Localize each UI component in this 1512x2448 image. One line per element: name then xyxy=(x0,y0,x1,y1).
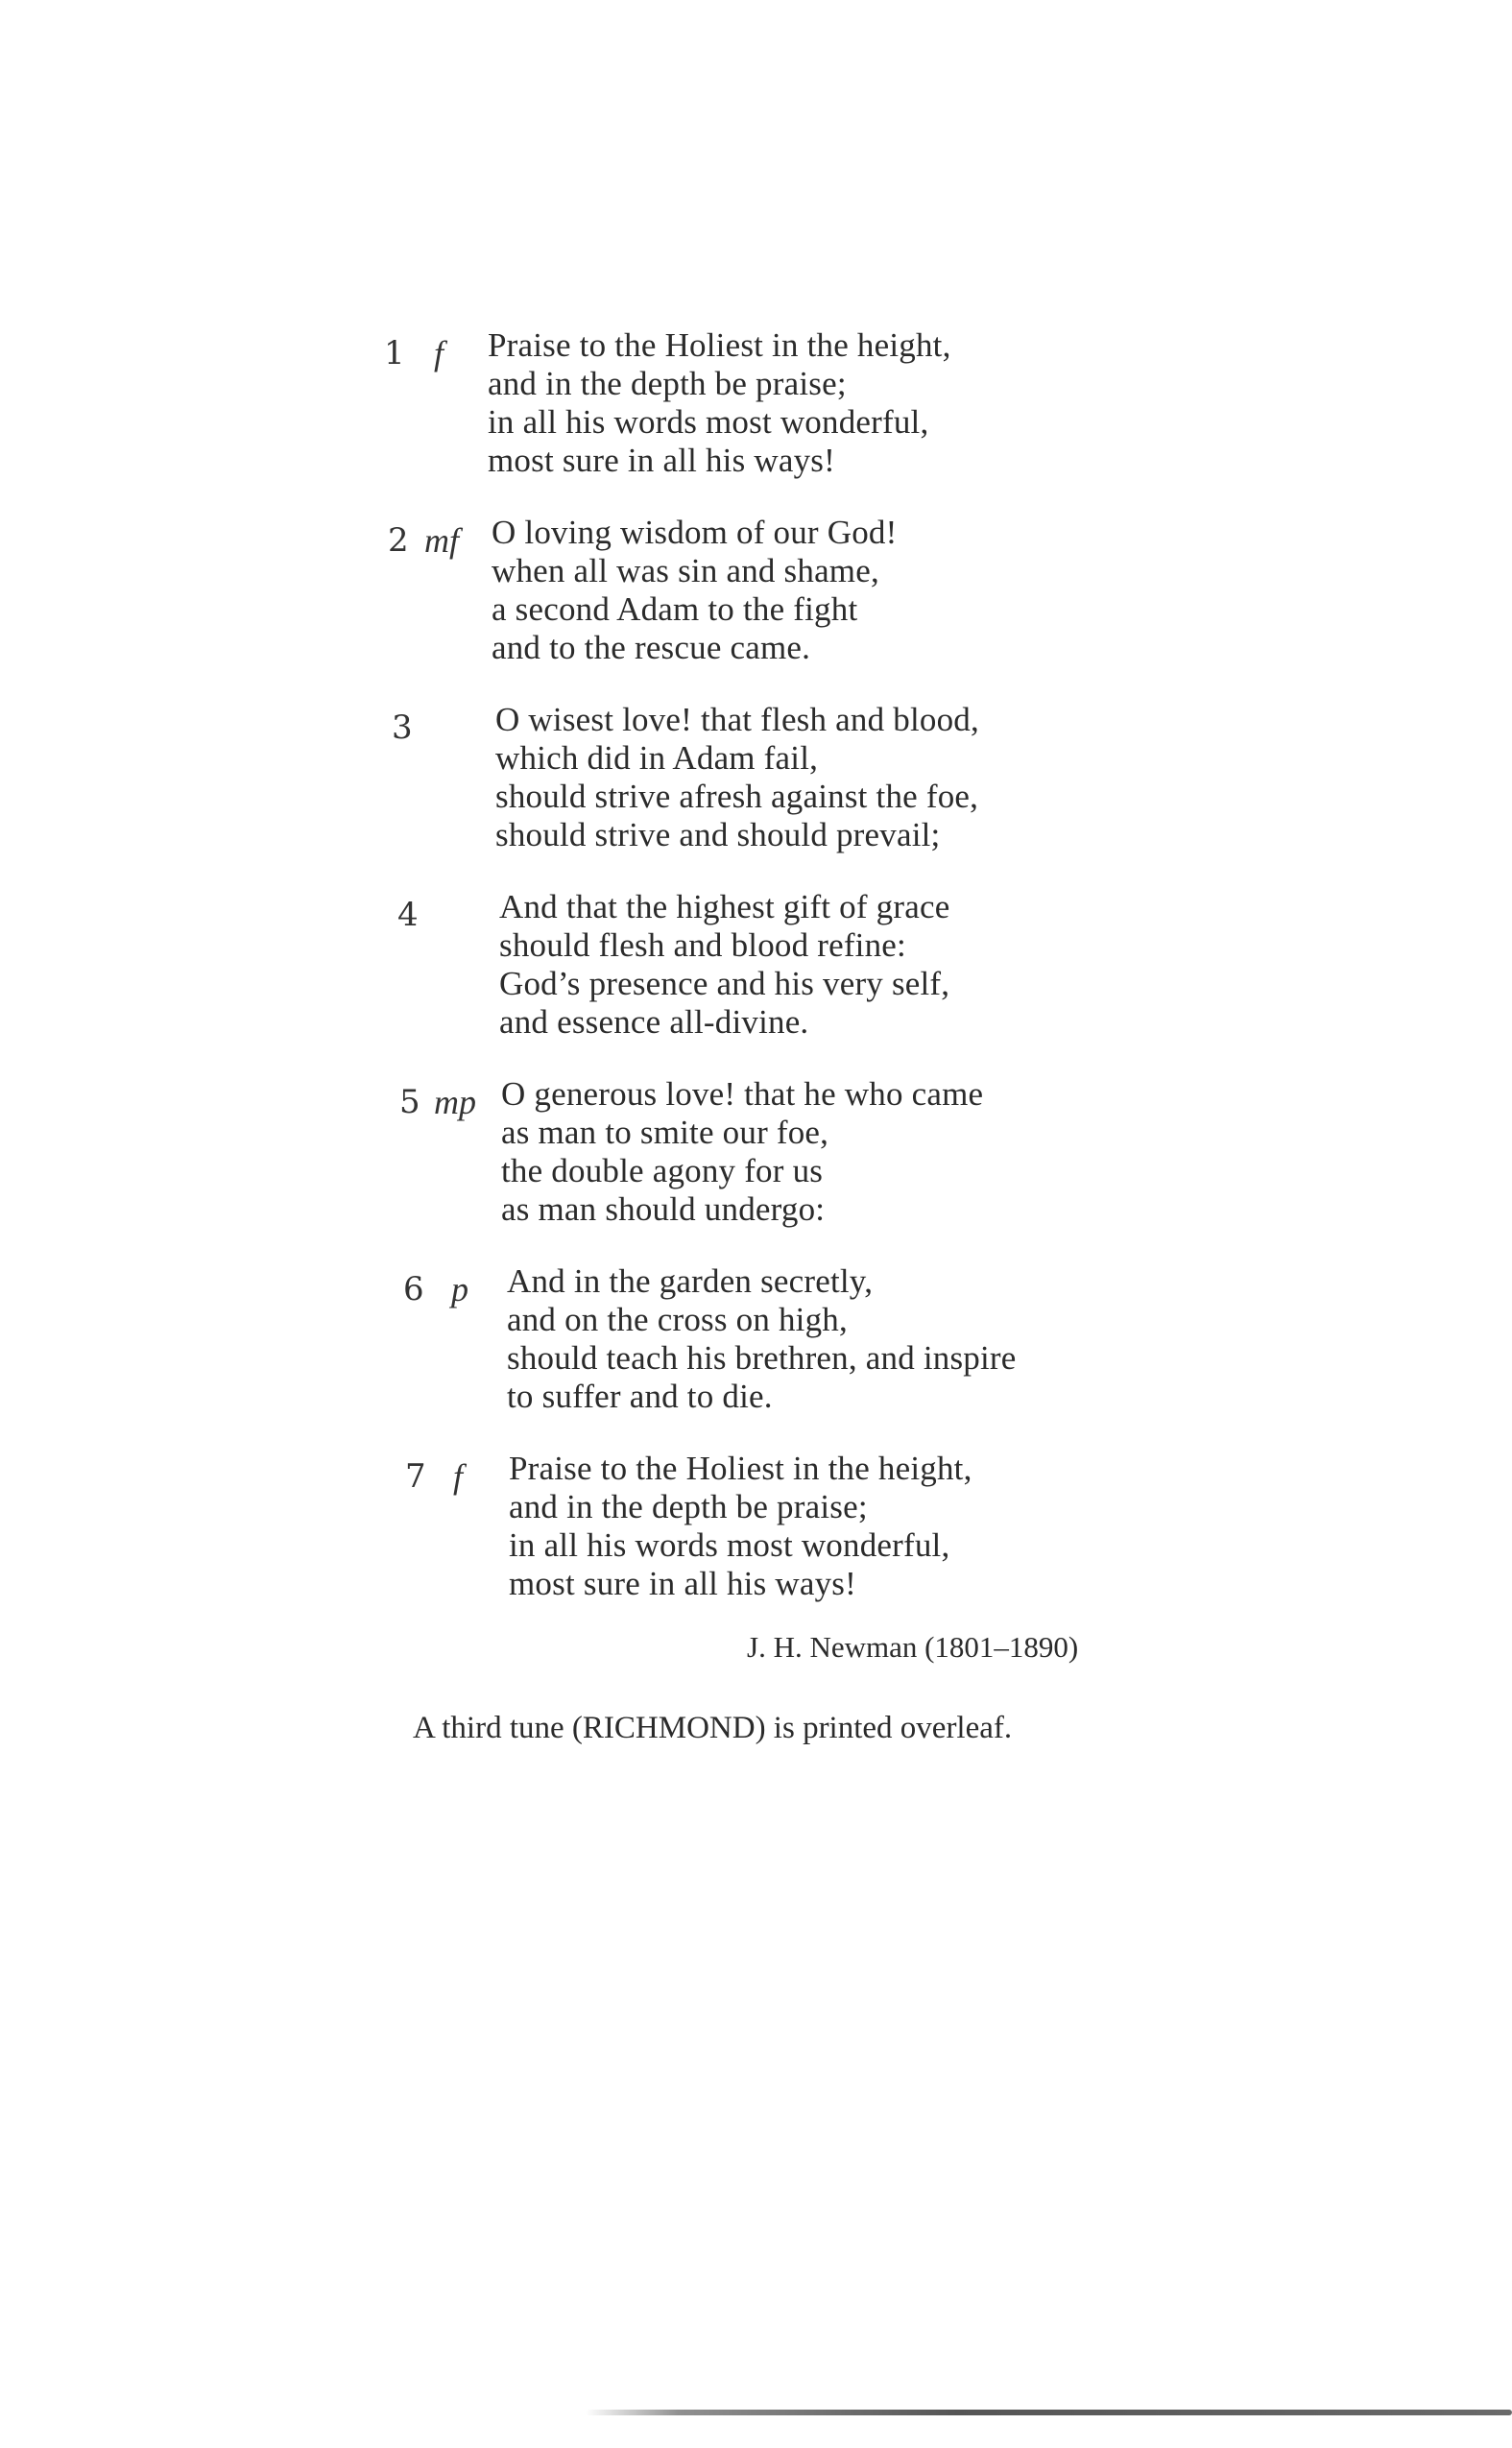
verse-line: O generous love! that he who came xyxy=(501,1075,984,1113)
verse-line: Praise to the Holiest in the height, xyxy=(488,326,951,364)
tune-footnote: A third tune (RICHMOND) is printed overleaf. xyxy=(413,1711,1013,1745)
dynamic-marking: mf xyxy=(424,521,459,560)
dynamic-marking: f xyxy=(453,1457,464,1496)
verse-lines xyxy=(499,888,949,1042)
verse-line: most sure in all his ways! xyxy=(488,442,835,479)
verse-number: 2 xyxy=(388,521,409,560)
dynamic-marking: mp xyxy=(434,1083,476,1121)
author-attribution: J. H. Newman (1801–1890) xyxy=(747,1630,1079,1664)
verse-lines xyxy=(509,1450,972,1603)
dynamic-marking: f xyxy=(434,334,444,372)
verse-lines xyxy=(495,701,979,854)
verse-line: most sure in all his ways! xyxy=(509,1565,856,1602)
verse-number: 4 xyxy=(397,896,419,934)
verse-line: and on the cross on high, xyxy=(507,1301,848,1338)
verse-number: 5 xyxy=(399,1083,420,1121)
verse-line: a second Adam to the fight xyxy=(492,590,858,628)
verse-line: in all his words most wonderful, xyxy=(509,1526,950,1564)
verse-line: O wisest love! that flesh and blood, xyxy=(495,701,979,738)
verse-line: in all his words most wonderful, xyxy=(488,403,929,441)
scan-edge-line xyxy=(586,2410,1512,2415)
verse-line: and in the depth be praise; xyxy=(509,1488,868,1525)
verse-line: and to the rescue came. xyxy=(492,629,811,666)
verse-line: should strive and should prevail; xyxy=(495,816,941,853)
verse-lines xyxy=(507,1262,1017,1416)
verse-line: which did in Adam fail, xyxy=(495,739,819,777)
verse-line: O loving wisdom of our God! xyxy=(492,514,898,551)
verse-number: 7 xyxy=(405,1457,426,1496)
verse-number: 1 xyxy=(384,334,405,372)
verse-line: And in the garden secretly, xyxy=(507,1262,874,1300)
verse-line: should strive afresh against the foe, xyxy=(495,778,979,815)
dynamic-marking: p xyxy=(451,1270,468,1308)
verse-lines xyxy=(501,1075,983,1229)
verse-2 xyxy=(0,514,1512,686)
verse-line: as man should undergo: xyxy=(501,1190,826,1228)
verse-line: should teach his brethren, and inspire xyxy=(507,1339,1017,1377)
verse-line: the double agony for us xyxy=(501,1152,824,1189)
verse-lines xyxy=(488,326,951,480)
verse-line: and essence all-divine. xyxy=(499,1003,809,1041)
verse-line: as man to smite our foe, xyxy=(501,1114,829,1151)
verse-4 xyxy=(0,888,1512,1061)
verse-6 xyxy=(0,1262,1512,1435)
verse-line: God’s presence and his very self, xyxy=(499,965,950,1002)
verse-line: to suffer and to die. xyxy=(507,1378,773,1415)
verse-line: Praise to the Holiest in the height, xyxy=(509,1450,972,1487)
verse-1 xyxy=(0,326,1512,499)
verse-line: and in the depth be praise; xyxy=(488,365,847,402)
verse-number: 6 xyxy=(403,1270,424,1308)
verse-number: 3 xyxy=(392,708,413,747)
verse-3 xyxy=(0,701,1512,874)
verse-line: And that the highest gift of grace xyxy=(499,888,950,925)
verse-7 xyxy=(0,1450,1512,1622)
verse-lines xyxy=(492,514,897,667)
verse-line: should flesh and blood refine: xyxy=(499,926,906,964)
verse-line: when all was sin and shame, xyxy=(492,552,879,589)
verse-5 xyxy=(0,1075,1512,1248)
